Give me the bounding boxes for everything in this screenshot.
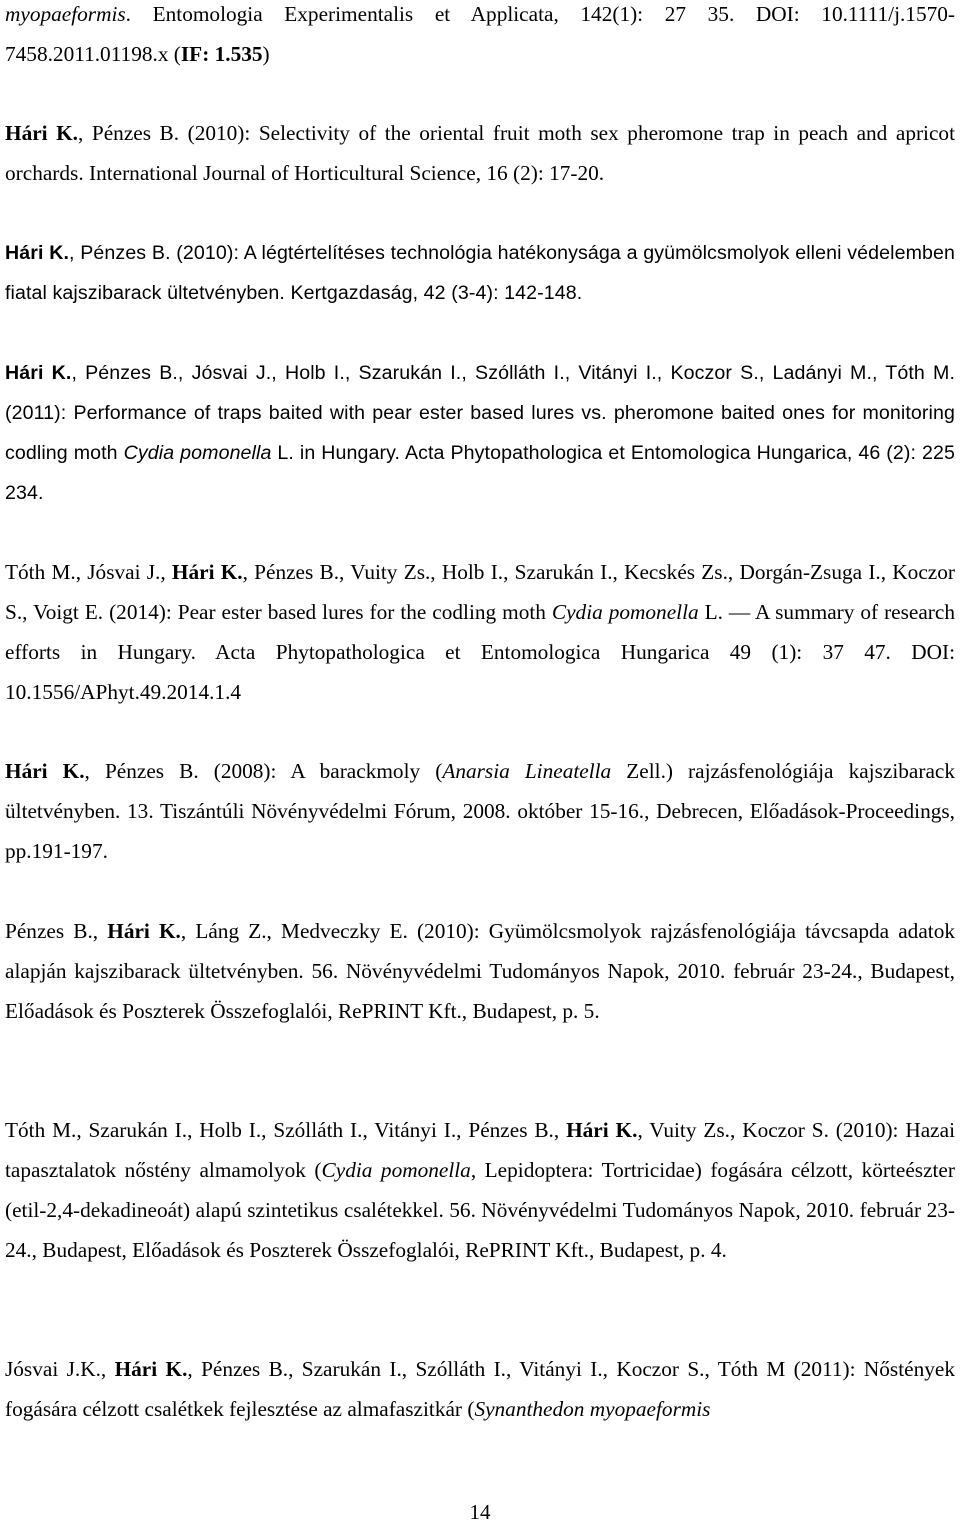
reference-text: , Láng Z., Medveczky E. (2010): Gyümölcsmolyok rajzásfenológiája távcsapda adatok alapján kajszibarack ültetvényben. 56. Növényvédelmi Tudományos Napok, 2010. február 23-24., Budapest, Előadások és Poszterek Összefoglalói, RePRINT Kft., Budapest, p. 5. [5, 919, 955, 1023]
reference-text: L. in Hungary. Acta Phytopathologica et Entomologica Hungarica, 46 (2): 225 234. [5, 442, 955, 504]
italic-text: Synanthedon myopaeformis [474, 1397, 711, 1421]
reference-text: , Lepidoptera: Tortricidae) fogására célzott, körteészter (etil-2,4-dekadineoát) alapú szintetikus csalétekkel. 56. Növényvédelmi Tudományos Napok, 2010. február 23-24., Budapest, Előadások és Poszterek Összefoglalói, RePRINT Kft., Budapest, p. 4. [5, 1158, 955, 1262]
author-highlight: Hári K. [107, 919, 181, 943]
reference-text: , Pénzes B. (2010): Selectivity of the oriental fruit moth sex pheromone trap in peach and apricot orchards. International Journal of Horticultural Science, 16 (2): 17-20. [5, 121, 955, 185]
italic-text: Cydia pomonella [123, 442, 272, 464]
reference-entry [5, 0, 955, 74]
author-highlight: Hári K. [5, 242, 70, 264]
author-highlight: Hári K. [5, 759, 85, 783]
italic-text: Cydia pomonella [551, 600, 699, 624]
reference-text: , Pénzes B. (2008): A barackmoly ( [84, 759, 443, 783]
reference-text: . Entomologia Experimentalis et Applicata, 142(1): 27 35. DOI: 10.1111/j.1570-7458.2011.01198.x ( [5, 2, 955, 66]
author-highlight: Hári K. [566, 1118, 638, 1142]
italic-text: myopaeformis [5, 2, 126, 26]
reference-entry [5, 911, 955, 1031]
reference-text: , Pénzes B., Vuity Zs., Holb I., Szarukán I., Kecskés Zs., Dorgán-Zsuga I., Koczor S., Voigt E. (2014): Pear ester based lures for the codling moth [5, 560, 955, 624]
reference-entry [5, 751, 955, 871]
reference-text: Tóth M., Szarukán I., Holb I., Szólláth I., Vitányi I., Pénzes B., [5, 1118, 567, 1142]
reference-text: , Pénzes B. (2010): A légtértelítéses technológia hatékonysága a gyümölcsmolyok elleni védelemben fiatal kajszibarack ültetvényben. Kertgazdaság, 42 (3-4): 142-148. [5, 242, 955, 304]
author-highlight: Hári K. [171, 560, 243, 584]
reference-entry [5, 1110, 955, 1270]
author-highlight: Hári K. [5, 362, 72, 384]
reference-entry [5, 233, 955, 313]
reference-entry [5, 552, 955, 712]
reference-text: Zell.) rajzásfenológiája kajszibarack ültetvényben. 13. Tiszántúli Növényvédelmi Fórum, 2008. október 15-16., Debrecen, Előadások-Proceedings, pp.191-197. [5, 759, 955, 863]
reference-entry [5, 1349, 955, 1429]
italic-text: Cydia pomonella [321, 1158, 471, 1182]
page-number: 14 [469, 1500, 491, 1524]
reference-text: Jósvai J.K., [5, 1357, 115, 1381]
italic-text: Anarsia Lineatella [442, 759, 612, 783]
reference-text: Tóth M., Jósvai J., [5, 560, 172, 584]
reference-entry [5, 353, 955, 513]
author-highlight: Hári K. [5, 121, 79, 145]
reference-text: , Vuity Zs., Koczor S. (2010): Hazai tapasztalatok nőstény almamolyok ( [5, 1118, 955, 1182]
reference-text: ) [262, 42, 270, 66]
author-highlight: Hári K. [114, 1357, 188, 1381]
author-highlight: IF: 1.535 [180, 42, 263, 66]
reference-entry [5, 113, 955, 193]
reference-text: , Pénzes B., Szarukán I., Szólláth I., Vitányi I., Koczor S., Tóth M (2011): Nőstények fogására célzott csalétkek fejlesztése az almafaszitkár ( [5, 1357, 955, 1421]
reference-text: , Pénzes B., Jósvai J., Holb I., Szarukán I., Szólláth I., Vitányi I., Koczor S., Ladányi M., Tóth M. (2011): Performance of traps baited with pear ester based lures vs. pheromone baited ones for monitoring codling moth [5, 362, 956, 464]
reference-text: L. ― A summary of research efforts in Hungary. Acta Phytopathologica et Entomologica Hungarica 49 (1): 37 47. DOI: 10.1556/APhyt.49.2014.1.4 [5, 600, 956, 704]
reference-text: Pénzes B., [5, 919, 108, 943]
